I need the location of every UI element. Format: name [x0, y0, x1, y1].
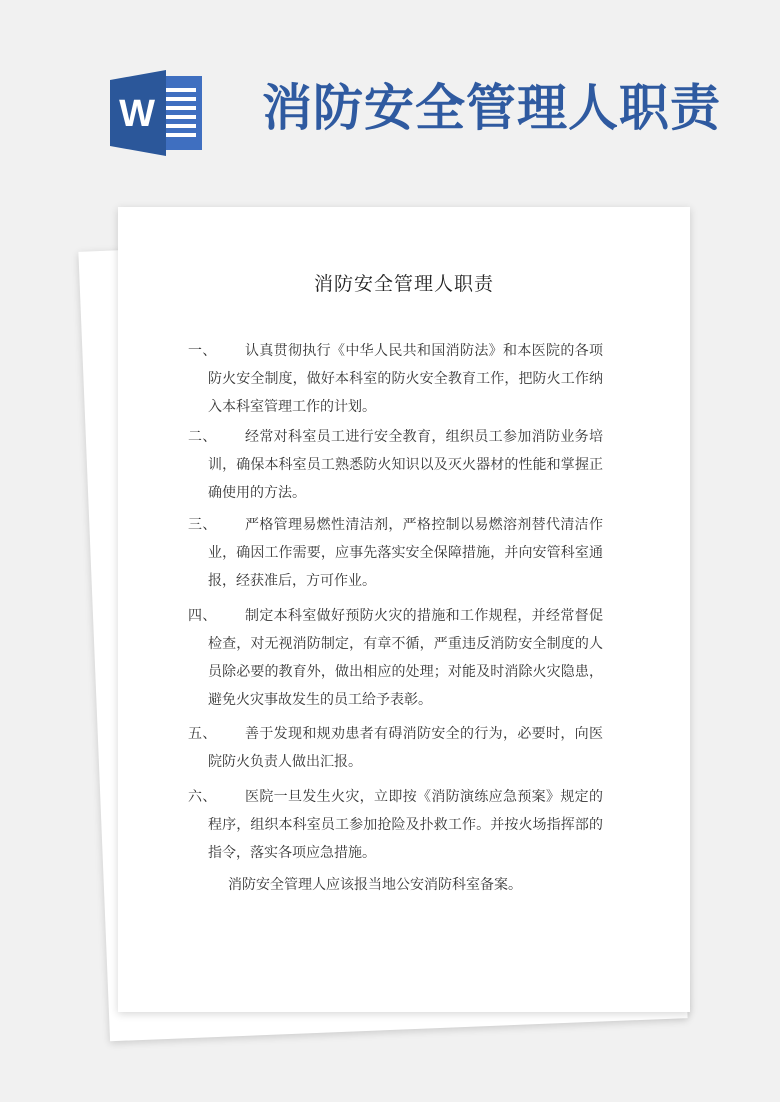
clause-2	[188, 423, 604, 507]
clause-text: 医院一旦发生火灾，立即按《消防演练应急预案》规定的程序，组织本科室员工参加抢险及扑救工作。并按火场指挥部的指令，落实各项应急措施。	[208, 789, 604, 861]
clause-text: 善于发现和规劝患者有碍消防安全的行为，必要时，向医院防火负责人做出汇报。	[208, 726, 604, 770]
clause-text: 经常对科室员工进行安全教育，组织员工参加消防业务培训，确保本科室员工熟悉防火知识以及灭火器材的性能和掌握正确使用的方法。	[208, 429, 604, 501]
clause-text: 制定本科室做好预防火灾的措施和工作规程，并经常督促检查，对无视消防制定，有章不循，严重违反消防安全制度的人员除必要的教育外，做出相应的处理；对能及时消除火灾隐患，避免火灾事故发生的员工给予表彰。	[208, 608, 604, 708]
clause-number: 三、	[188, 517, 217, 533]
clause-4	[188, 602, 604, 714]
clause-text: 严格管理易燃性清洁剂，严格控制以易燃溶剂替代清洁作业，确因工作需要，应事先落实安全保障措施，并向安管科室通报，经获准后，方可作业。	[208, 517, 604, 589]
clause-1	[188, 337, 604, 421]
header-title: 消防安全管理人职责	[262, 78, 721, 137]
clause-text: 认真贯彻执行《中华人民共和国消防法》和本医院的各项防火安全制度，做好本科室的防火安全教育工作，把防火工作纳入本科室管理工作的计划。	[208, 343, 604, 415]
clause-number: 一、	[188, 343, 217, 359]
clause-number: 二、	[188, 429, 217, 445]
clause-3	[188, 511, 604, 595]
clause-6	[188, 783, 604, 867]
logo-letter: W	[119, 93, 155, 135]
document-page	[118, 207, 690, 1012]
clause-5	[188, 720, 604, 776]
closing-note: 消防安全管理人应该报当地公安消防科室备案。	[228, 877, 522, 893]
document-title: 消防安全管理人职责	[313, 273, 494, 295]
clause-number: 六、	[188, 789, 217, 805]
word-doc-icon	[110, 70, 210, 156]
header	[0, 0, 780, 200]
clause-number: 五、	[188, 726, 217, 742]
clause-number: 四、	[188, 608, 217, 624]
